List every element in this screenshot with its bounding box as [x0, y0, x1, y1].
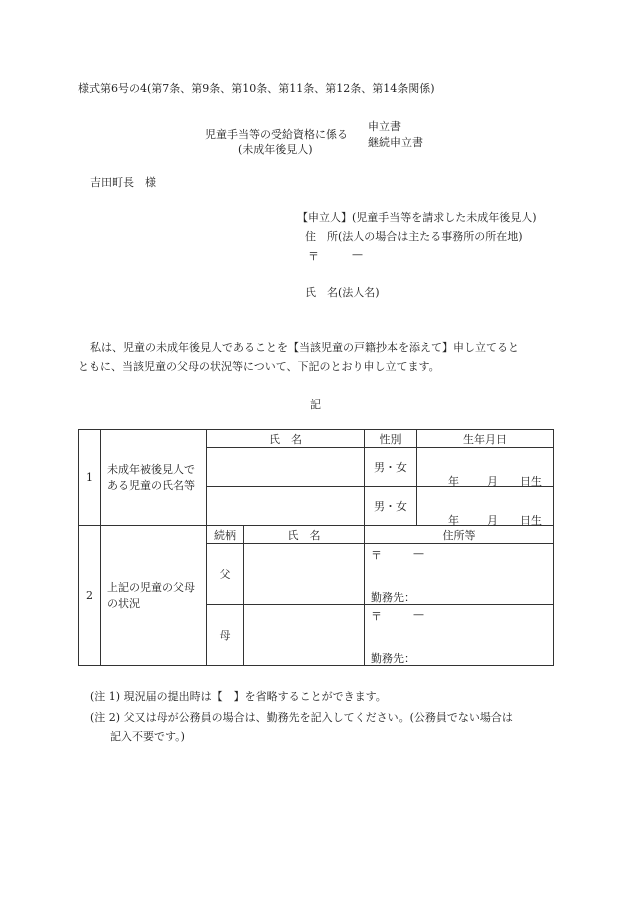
postal-mark: 〒	[371, 549, 382, 562]
workplace-label: 勤務先：	[371, 652, 415, 665]
header-child-name: 氏 名	[207, 430, 365, 448]
addressee: 吉田町長 様	[90, 176, 156, 189]
header-birthdate: 生年月日	[417, 430, 554, 448]
note-2: (注 2) 父又は母が公務員の場合は、勤務先を記入してください。(公務員でない場合は	[90, 711, 513, 724]
applicant-postal-mark: 〒	[308, 250, 319, 263]
row-2-number: 2	[79, 526, 101, 666]
applicant-heading: 【申立人】(児童手当等を請求した未成年後見人)	[297, 211, 537, 224]
child-gender-2[interactable]	[365, 487, 417, 526]
note-1: (注 1) 現況届の提出時は【 】を省略することができます。	[90, 690, 387, 703]
father-address-field[interactable]	[365, 544, 554, 605]
row-1-label: 未成年被後見人である児童の氏名等	[101, 430, 207, 526]
mother-address-field[interactable]	[365, 605, 554, 666]
dob-year-label: 年	[448, 514, 459, 527]
dob-year-label: 年	[448, 475, 459, 488]
body-text-line-1: 私は、児童の未成年後見人であることを【当該児童の戸籍抄本を添えて】申し立てると	[90, 341, 519, 354]
dob-day-label: 日生	[520, 514, 542, 527]
note-2-continuation: 記入不要です。)	[110, 730, 185, 743]
header-gender: 性別	[365, 430, 417, 448]
dob-month-label: 月	[487, 475, 498, 488]
document-subtitle: (未成年後見人)	[238, 143, 313, 156]
child-birthdate-2[interactable]	[417, 487, 554, 526]
title-option-application: 申立書	[368, 120, 401, 133]
document-title: 児童手当等の受給資格に係る	[205, 128, 348, 141]
father-name-field[interactable]	[244, 544, 365, 605]
gender-option: 男・女	[374, 500, 407, 513]
workplace-label: 勤務先：	[371, 591, 415, 604]
details-table	[78, 429, 554, 666]
postal-dash: —	[413, 608, 424, 621]
child-name-field-1[interactable]	[207, 448, 365, 487]
dob-month-label: 月	[487, 514, 498, 527]
gender-option: 男・女	[374, 461, 407, 474]
header-parent-name: 氏 名	[244, 526, 365, 544]
applicant-postal-dash: —	[352, 248, 363, 261]
mother-name-field[interactable]	[244, 605, 365, 666]
dob-day-label: 日生	[520, 475, 542, 488]
relation-father: 父	[207, 544, 244, 605]
child-name-field-2[interactable]	[207, 487, 365, 526]
row-1-number: 1	[79, 430, 101, 526]
ki-heading: 記	[310, 398, 321, 411]
body-text-line-2: ともに、当該児童の父母の状況等について、下記のとおり申し立てます。	[78, 360, 440, 373]
child-gender-1[interactable]	[365, 448, 417, 487]
row-2-label: 上記の児童の父母の状況	[101, 526, 207, 666]
postal-dash: —	[413, 547, 424, 560]
applicant-name-label: 氏 名(法人名)	[305, 286, 380, 299]
header-address: 住所等	[365, 526, 554, 544]
applicant-address-label: 住 所(法人の場合は主たる事務所の所在地)	[305, 230, 523, 243]
title-option-continuation: 継続申立書	[368, 136, 423, 149]
postal-mark: 〒	[371, 610, 382, 623]
relation-mother: 母	[207, 605, 244, 666]
header-relation: 続柄	[207, 526, 244, 544]
child-birthdate-1[interactable]	[417, 448, 554, 487]
form-number: 様式第6号の4(第7条、第9条、第10条、第11条、第12条、第14条関係)	[78, 82, 435, 95]
